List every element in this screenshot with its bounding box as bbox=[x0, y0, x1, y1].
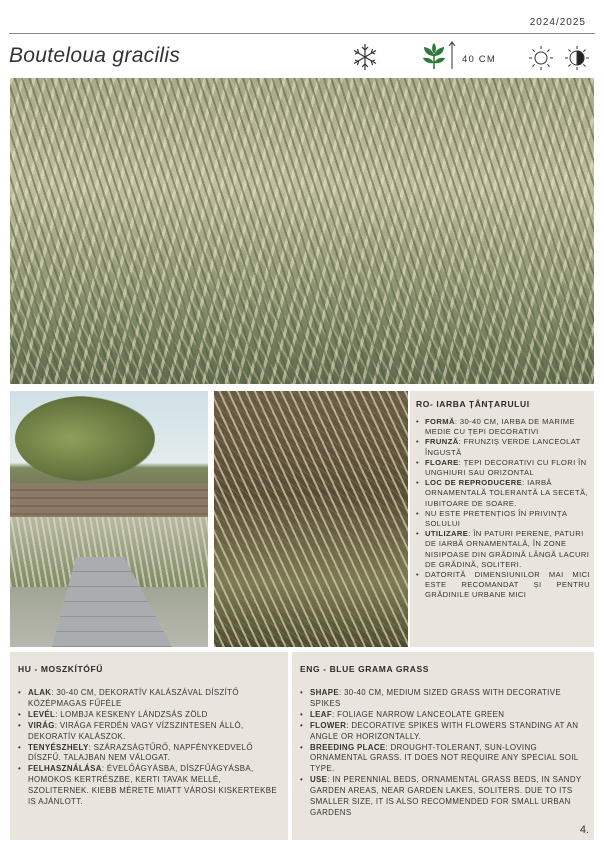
page-title: Bouteloua gracilis bbox=[9, 44, 181, 67]
ro-description-panel bbox=[410, 391, 594, 647]
ro-list bbox=[416, 417, 590, 601]
list-item: • SHAPE: 30-40 CM, MEDIUM SIZED GRASS WITH DECORATIVE SPIKES bbox=[300, 688, 586, 710]
eng-description-panel bbox=[292, 652, 594, 840]
list-item: • TENYÉSZHELY: SZÁRAZSÁGTŰRŐ, NAPFÉNYKEDVELŐ DÍSZFŰ. TALAJBAN NEM VÁLOGAT. bbox=[18, 743, 280, 765]
list-item: • FLOWER: DECORATIVE SPIKES WITH FLOWERS STANDING AT AN ANGLE OR HORIZONTALLY. bbox=[300, 721, 586, 743]
list-item: • LEVÉL: LOMBJA KESKENY LÁNDZSÁS ZÖLD bbox=[18, 710, 280, 721]
list-item: • LOC DE REPRODUCERE: IARBĂ ORNAMENTALĂ TOLERANTĂ LA SECETĂ, IUBITOARE DE SOARE. bbox=[416, 478, 590, 509]
half-shade-icon bbox=[564, 45, 590, 71]
photo-tree bbox=[15, 396, 155, 481]
hu-description-panel bbox=[10, 652, 288, 840]
list-item: • FLOARE: ȚEPI DECORATIVI CU FLORI ÎN UNGHIURI SAU ORIZONTAL bbox=[416, 458, 590, 478]
garden-path-photo bbox=[10, 391, 208, 647]
arrow-up-icon bbox=[448, 40, 456, 70]
list-item: • UTILIZARE: ÎN PATURI PERENE, PATURI DE IARBĂ ORNAMENTALĂ, ÎN ZONE NISIPOASE DIN GRĂDINĂ LÂNGĂ LACURI DE GRĂDINĂ, SOLITERI. bbox=[416, 529, 590, 570]
list-item: • DATORITĂ DIMENSIUNILOR MAI MICI ESTE RECOMANDAT ȘI PENTRU GRĂDINILE URBANE MICI bbox=[416, 570, 590, 601]
grass-closeup-photo bbox=[214, 391, 408, 647]
list-item: • USE: IN PERENNIAL BEDS, ORNAMENTAL GRASS BEDS, IN SANDY GARDEN AREAS, NEAR GARDEN LAKES, SOLITERS. DUE TO ITS SMALLER SIZE, IT IS ALSO RECOMMENDED FOR SMALL URBAN GARDENS bbox=[300, 775, 586, 819]
list-item: • ALAK: 30-40 CM, DEKORATÍV KALÁSZÁVAL DÍSZÍTŐ KÖZÉPMAGAS FŰFÉLE bbox=[18, 688, 280, 710]
snowflake-icon bbox=[352, 43, 378, 71]
hu-list bbox=[18, 688, 280, 808]
plant-height-icon bbox=[422, 42, 446, 70]
ro-title: RO- IARBA ȚÂNȚARULUI bbox=[416, 399, 530, 409]
eng-list bbox=[300, 688, 586, 819]
list-item: • NU ESTE PRETENȚIOS ÎN PRIVINȚA SOLULUI bbox=[416, 509, 590, 529]
height-label: 40 CM bbox=[462, 54, 496, 65]
list-item: • FORMĂ: 30-40 CM, IARBA DE MARIME MEDIE CU ȚEPI DECORATIVI bbox=[416, 417, 590, 437]
eng-title: ENG - BLUE GRAMA GRASS bbox=[300, 664, 430, 674]
page-number: 4. bbox=[579, 824, 589, 836]
sun-icon bbox=[528, 45, 554, 71]
hu-title: HU - MOSZKÍTÓFŰ bbox=[18, 664, 104, 674]
header-divider bbox=[9, 33, 595, 34]
list-item: • FRUNZĂ: FRUNZIȘ VERDE LANCEOLAT ÎNGUSTĂ bbox=[416, 437, 590, 457]
list-item: • LEAF: FOLIAGE NARROW LANCEOLATE GREEN bbox=[300, 710, 586, 721]
list-item: • VIRÁG: VIRÁGA FERDÉN VAGY VÍZSZINTESEN ÁLLÓ, DEKORATÍV KALÁSZOK. bbox=[18, 721, 280, 743]
hero-grass-photo bbox=[10, 78, 594, 384]
list-item: • BREEDING PLACE: DROUGHT-TOLERANT, SUN-LOVING ORNAMENTAL GRASS. IT DOES NOT REQUIRE ANY SPECIAL SOIL TYPE. bbox=[300, 743, 586, 776]
year-label: 2024/2025 bbox=[529, 17, 586, 28]
list-item: • FELHASZNÁLÁSA: ÉVELŐÁGYÁSBA, DÍSZFŰÁGYÁSBA, HOMOKOS KERTRÉSZBE, KERTI TAVAK MELLÉ, SZOLITERNEK. KIEBB MÉRETE MIATT VÁROSI KISKERTEKBE IS AJÁNLOTT. bbox=[18, 764, 280, 808]
